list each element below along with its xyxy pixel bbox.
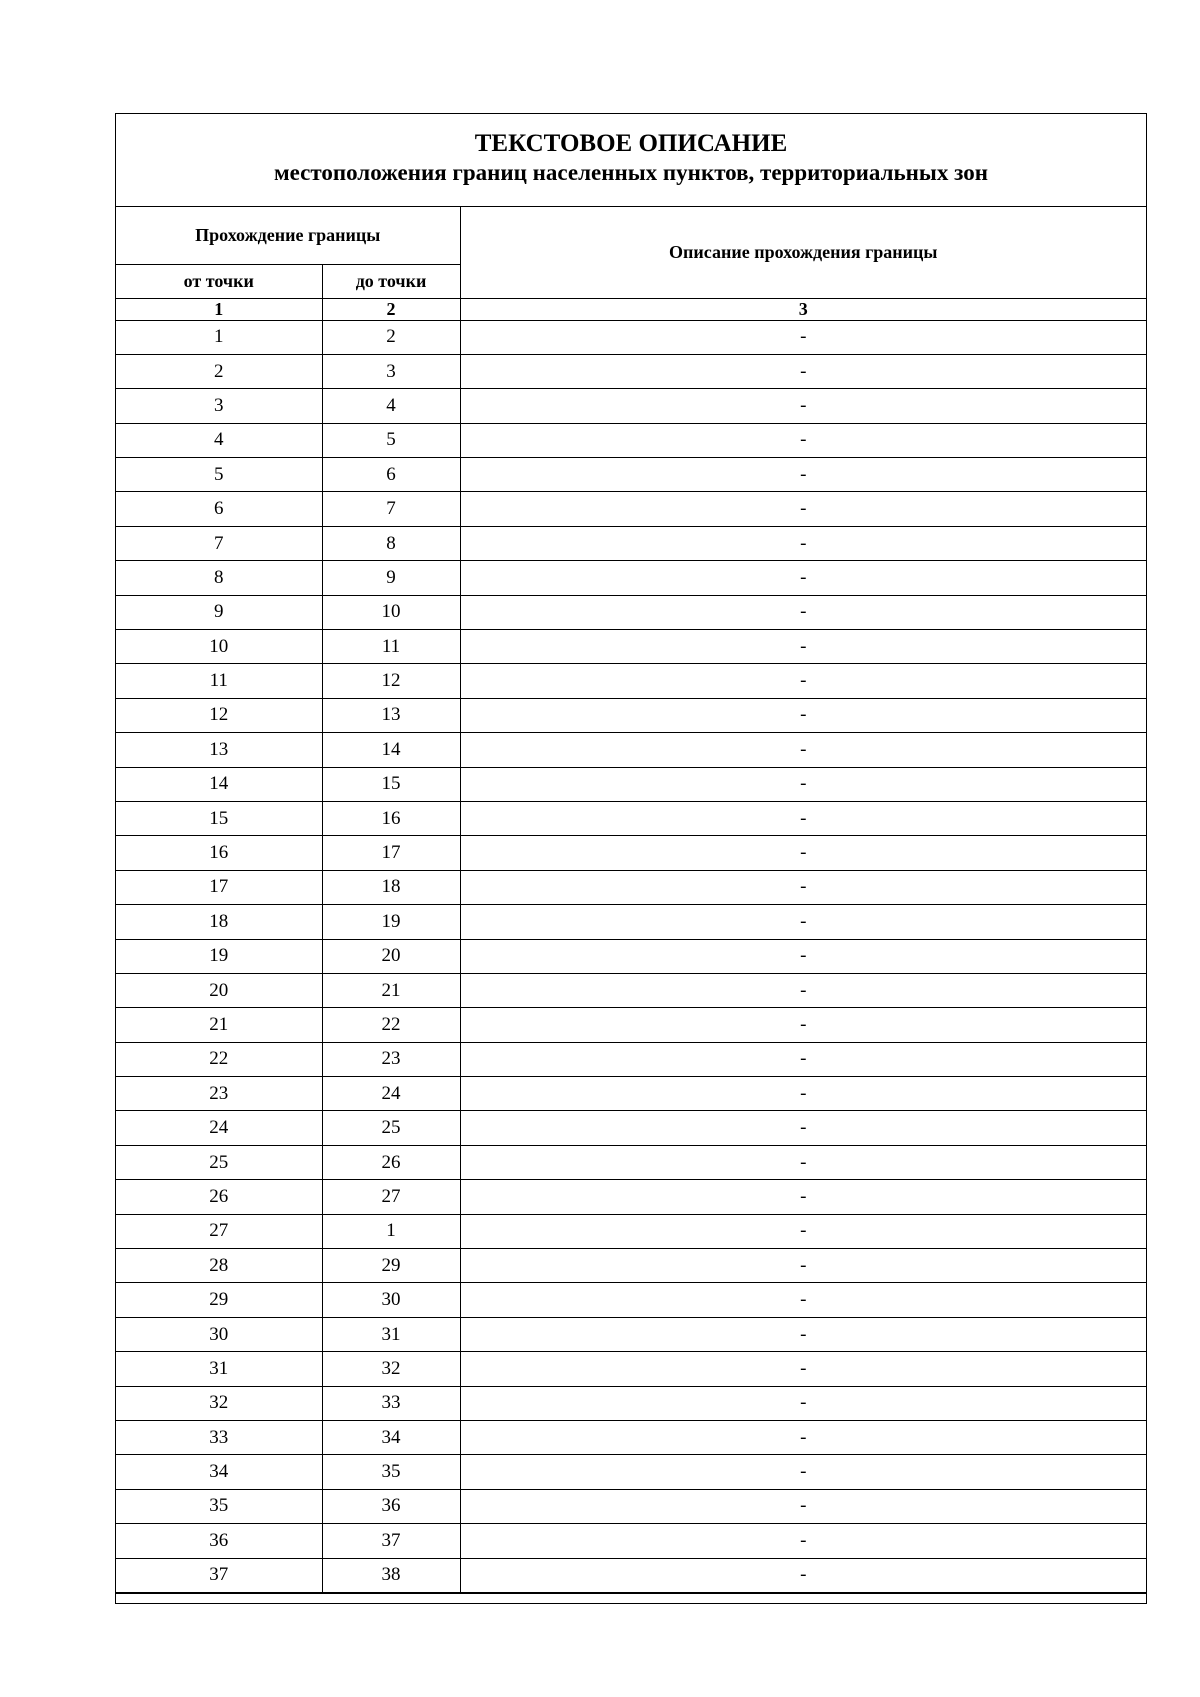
description-cell: - (460, 561, 1146, 595)
table-row (116, 1317, 1146, 1351)
table-row (116, 1421, 1146, 1455)
from-point-cell: 17 (116, 870, 322, 904)
to-point-cell: 12 (322, 664, 460, 698)
table-row (116, 354, 1146, 388)
to-point-cell: 27 (322, 1180, 460, 1214)
table-body (116, 320, 1146, 1592)
description-cell: - (460, 1180, 1146, 1214)
to-point-cell: 16 (322, 801, 460, 835)
description-cell: - (460, 973, 1146, 1007)
description-cell: - (460, 423, 1146, 457)
to-point-cell: 9 (322, 561, 460, 595)
to-point-cell: 37 (322, 1524, 460, 1558)
from-point-cell: 9 (116, 595, 322, 629)
header-description: Описание прохождения границы (460, 207, 1146, 298)
table-row (116, 1145, 1146, 1179)
description-cell: - (460, 1558, 1146, 1592)
table-row (116, 561, 1146, 595)
to-point-cell: 14 (322, 733, 460, 767)
description-cell: - (460, 1077, 1146, 1111)
description-cell: - (460, 664, 1146, 698)
document-title: ТЕКСТОВОЕ ОПИСАНИЕ (474, 130, 788, 157)
description-cell: - (460, 1421, 1146, 1455)
from-point-cell: 13 (116, 733, 322, 767)
description-cell: - (460, 801, 1146, 835)
to-point-cell: 18 (322, 870, 460, 904)
description-cell: - (460, 1008, 1146, 1042)
table-row (116, 1386, 1146, 1420)
from-point-cell: 12 (116, 698, 322, 732)
table-row (116, 1489, 1146, 1523)
to-point-cell: 31 (322, 1317, 460, 1351)
from-point-cell: 22 (116, 1042, 322, 1076)
from-point-cell: 35 (116, 1489, 322, 1523)
table-row (116, 870, 1146, 904)
description-cell: - (460, 1042, 1146, 1076)
table-row (116, 630, 1146, 664)
table-row (116, 1283, 1146, 1317)
table-row (116, 905, 1146, 939)
description-cell: - (460, 870, 1146, 904)
to-point-cell: 29 (322, 1249, 460, 1283)
to-point-cell: 23 (322, 1042, 460, 1076)
table-row (116, 698, 1146, 732)
header-to-point: до точки (322, 264, 460, 298)
to-point-cell: 38 (322, 1558, 460, 1592)
table-row (116, 595, 1146, 629)
table-bottom-border (116, 1593, 1146, 1603)
from-point-cell: 14 (116, 767, 322, 801)
to-point-cell: 6 (322, 458, 460, 492)
description-cell: - (460, 905, 1146, 939)
from-point-cell: 10 (116, 630, 322, 664)
table-row (116, 1042, 1146, 1076)
table-row (116, 664, 1146, 698)
description-cell: - (460, 1455, 1146, 1489)
table-row (116, 836, 1146, 870)
to-point-cell: 1 (322, 1214, 460, 1248)
boundary-description-sheet (115, 113, 1147, 1604)
to-point-cell: 34 (322, 1421, 460, 1455)
table-row (116, 1111, 1146, 1145)
column-number: 3 (460, 298, 1146, 320)
to-point-cell: 21 (322, 973, 460, 1007)
table-row (116, 492, 1146, 526)
description-cell: - (460, 1352, 1146, 1386)
table-row (116, 526, 1146, 560)
from-point-cell: 26 (116, 1180, 322, 1214)
to-point-cell: 30 (322, 1283, 460, 1317)
to-point-cell: 10 (322, 595, 460, 629)
table-row (116, 1008, 1146, 1042)
table-row (116, 1352, 1146, 1386)
header-boundary-passage: Прохождение границы (116, 207, 460, 264)
from-point-cell: 24 (116, 1111, 322, 1145)
to-point-cell: 5 (322, 423, 460, 457)
from-point-cell: 28 (116, 1249, 322, 1283)
from-point-cell: 29 (116, 1283, 322, 1317)
description-cell: - (460, 492, 1146, 526)
from-point-cell: 27 (116, 1214, 322, 1248)
description-cell: - (460, 1489, 1146, 1523)
description-cell: - (460, 1317, 1146, 1351)
table-row (116, 1524, 1146, 1558)
table-row (116, 423, 1146, 457)
description-cell: - (460, 1111, 1146, 1145)
to-point-cell: 35 (322, 1455, 460, 1489)
description-cell: - (460, 354, 1146, 388)
column-number: 2 (322, 298, 460, 320)
to-point-cell: 33 (322, 1386, 460, 1420)
document-subtitle: местоположения границ населенных пунктов, территориальных зон (274, 160, 988, 185)
from-point-cell: 31 (116, 1352, 322, 1386)
title-block (116, 114, 1146, 207)
to-point-cell: 19 (322, 905, 460, 939)
from-point-cell: 20 (116, 973, 322, 1007)
to-point-cell: 25 (322, 1111, 460, 1145)
to-point-cell: 26 (322, 1145, 460, 1179)
boundary-table (116, 207, 1146, 1593)
to-point-cell: 36 (322, 1489, 460, 1523)
table-row (116, 1249, 1146, 1283)
from-point-cell: 3 (116, 389, 322, 423)
from-point-cell: 25 (116, 1145, 322, 1179)
table-row (116, 939, 1146, 973)
from-point-cell: 2 (116, 354, 322, 388)
from-point-cell: 32 (116, 1386, 322, 1420)
description-cell: - (460, 389, 1146, 423)
from-point-cell: 33 (116, 1421, 322, 1455)
to-point-cell: 7 (322, 492, 460, 526)
from-point-cell: 36 (116, 1524, 322, 1558)
column-number: 1 (116, 298, 322, 320)
from-point-cell: 23 (116, 1077, 322, 1111)
description-cell: - (460, 526, 1146, 560)
description-cell: - (460, 733, 1146, 767)
from-point-cell: 30 (116, 1317, 322, 1351)
table-row (116, 733, 1146, 767)
from-point-cell: 34 (116, 1455, 322, 1489)
to-point-cell: 8 (322, 526, 460, 560)
from-point-cell: 6 (116, 492, 322, 526)
table-row (116, 767, 1146, 801)
to-point-cell: 11 (322, 630, 460, 664)
from-point-cell: 11 (116, 664, 322, 698)
description-cell: - (460, 1386, 1146, 1420)
description-cell: - (460, 698, 1146, 732)
from-point-cell: 4 (116, 423, 322, 457)
table-row (116, 458, 1146, 492)
from-point-cell: 7 (116, 526, 322, 560)
table-row (116, 1558, 1146, 1592)
to-point-cell: 2 (322, 320, 460, 354)
table-row (116, 1214, 1146, 1248)
table-row (116, 389, 1146, 423)
from-point-cell: 21 (116, 1008, 322, 1042)
description-cell: - (460, 320, 1146, 354)
description-cell: - (460, 767, 1146, 801)
from-point-cell: 37 (116, 1558, 322, 1592)
to-point-cell: 17 (322, 836, 460, 870)
from-point-cell: 1 (116, 320, 322, 354)
description-cell: - (460, 1283, 1146, 1317)
from-point-cell: 18 (116, 905, 322, 939)
description-cell: - (460, 1524, 1146, 1558)
description-cell: - (460, 595, 1146, 629)
table-row (116, 1180, 1146, 1214)
to-point-cell: 24 (322, 1077, 460, 1111)
from-point-cell: 16 (116, 836, 322, 870)
from-point-cell: 5 (116, 458, 322, 492)
from-point-cell: 15 (116, 801, 322, 835)
description-cell: - (460, 458, 1146, 492)
to-point-cell: 15 (322, 767, 460, 801)
from-point-cell: 8 (116, 561, 322, 595)
table-row (116, 801, 1146, 835)
to-point-cell: 20 (322, 939, 460, 973)
table-row (116, 1077, 1146, 1111)
to-point-cell: 4 (322, 389, 460, 423)
to-point-cell: 3 (322, 354, 460, 388)
to-point-cell: 13 (322, 698, 460, 732)
to-point-cell: 32 (322, 1352, 460, 1386)
table-row (116, 1455, 1146, 1489)
table-row (116, 973, 1146, 1007)
description-cell: - (460, 1145, 1146, 1179)
to-point-cell: 22 (322, 1008, 460, 1042)
from-point-cell: 19 (116, 939, 322, 973)
header-from-point: от точки (116, 264, 322, 298)
table-row (116, 320, 1146, 354)
description-cell: - (460, 939, 1146, 973)
description-cell: - (460, 1214, 1146, 1248)
description-cell: - (460, 630, 1146, 664)
description-cell: - (460, 836, 1146, 870)
description-cell: - (460, 1249, 1146, 1283)
